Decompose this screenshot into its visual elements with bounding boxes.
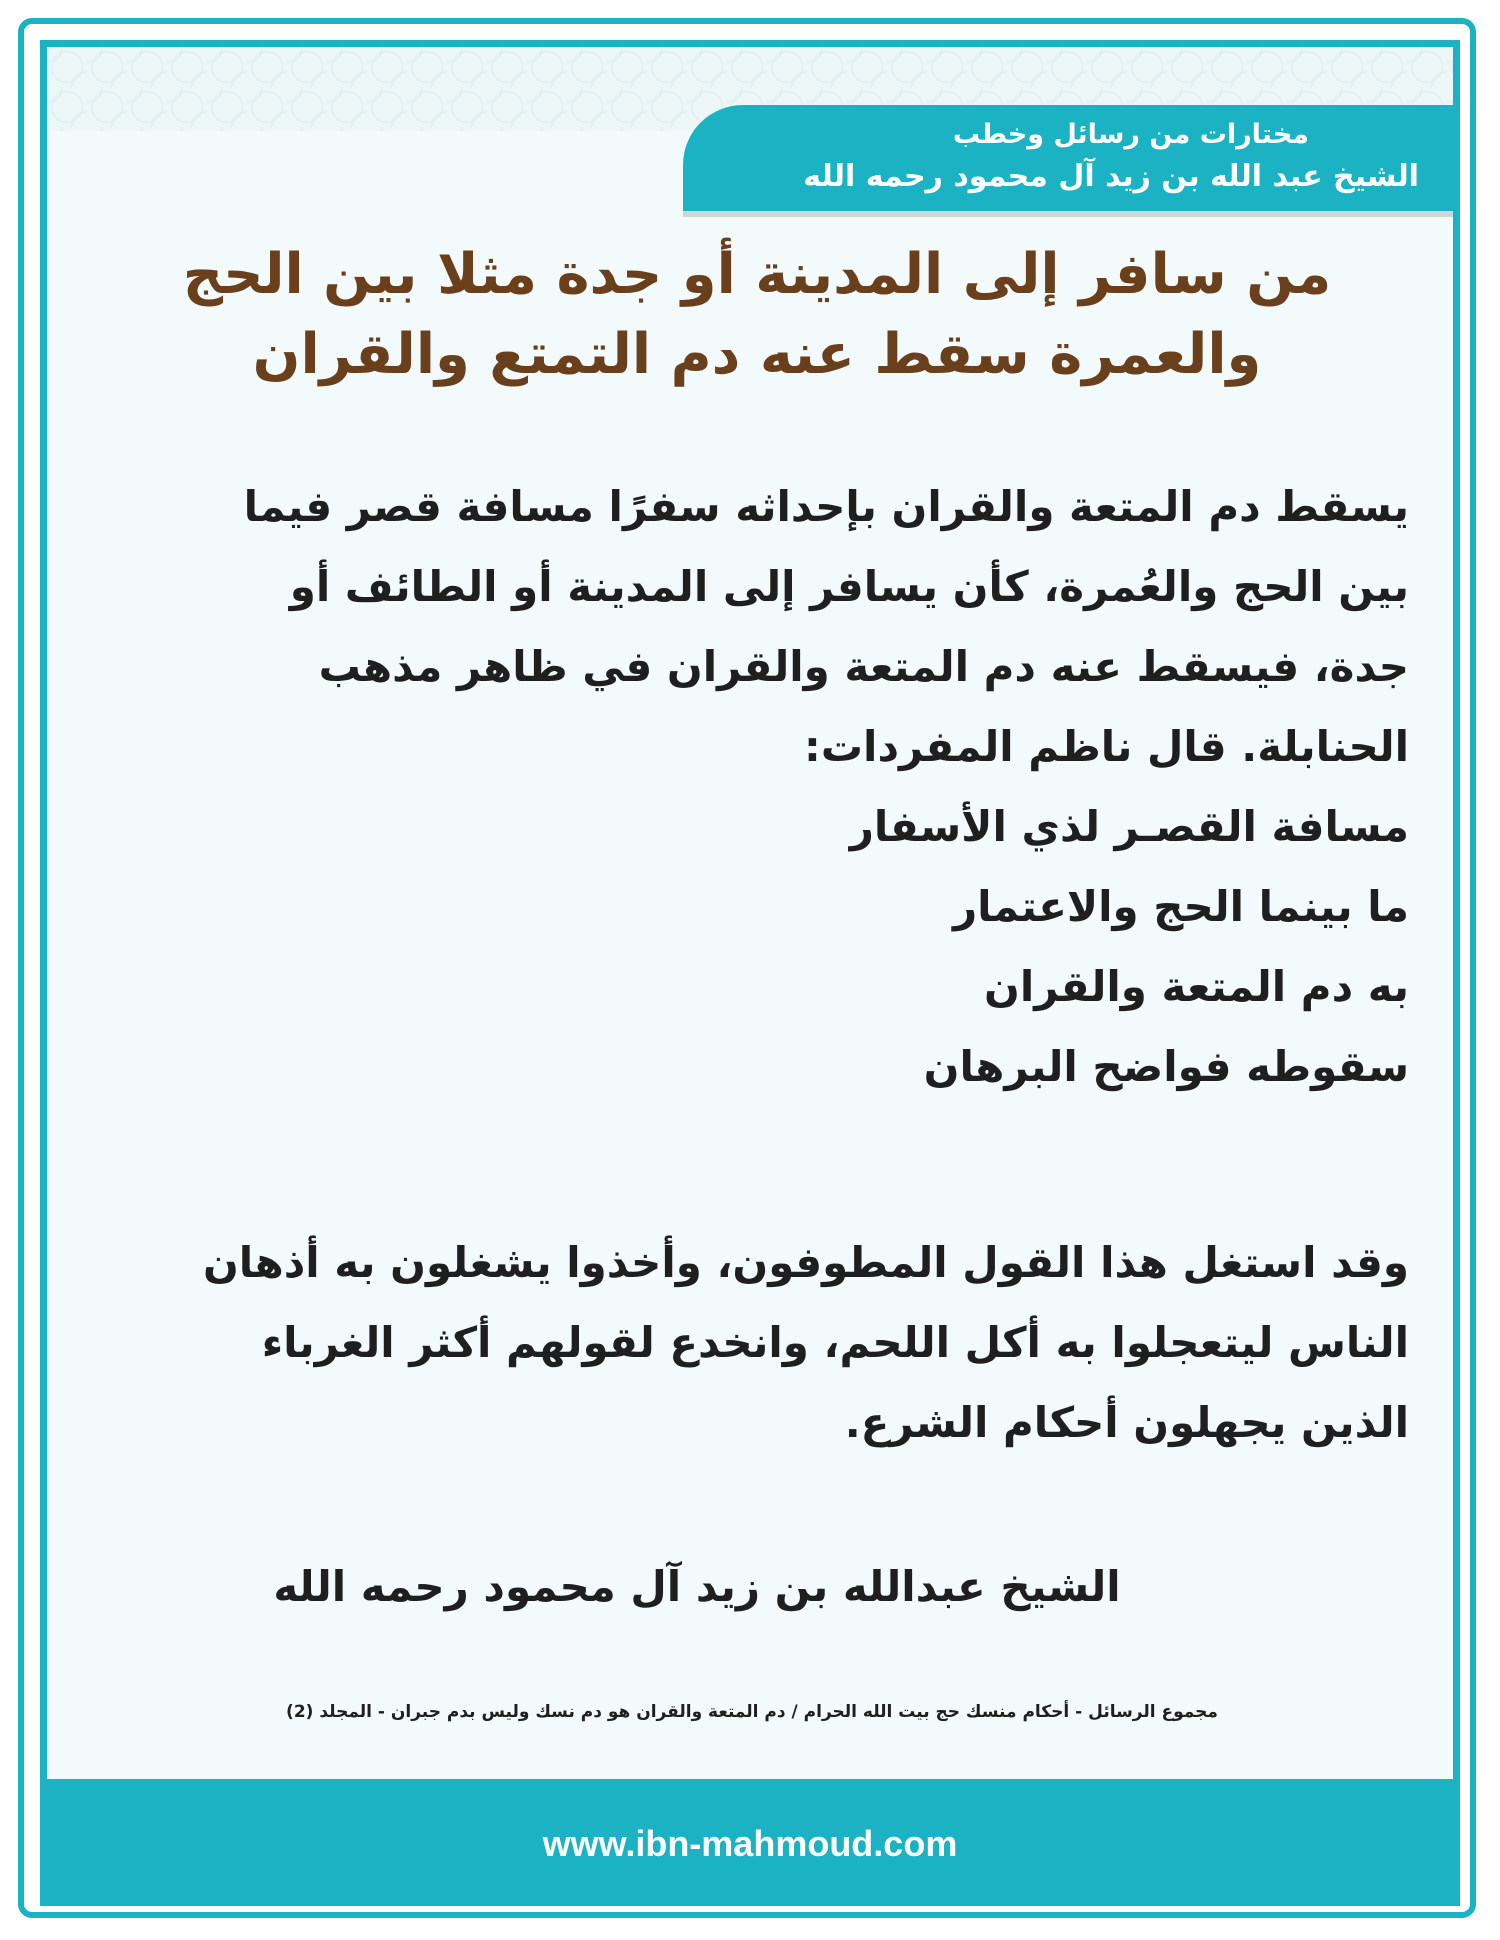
body-line: وقد استغل هذا القول المطوفون، وأخذوا يشغلون به أذهان <box>202 1238 1409 1287</box>
body-line: الذين يجهلون أحكام الشرع. <box>844 1398 1409 1447</box>
poem-line: مسافة القصـر لذي الأسفار <box>849 802 1409 851</box>
article-body <box>189 467 1409 1463</box>
body-line: جدة، فيسقط عنه دم المتعة والقران في ظاهر مذهب <box>318 642 1409 691</box>
body-line: يسقط دم المتعة والقران بإحداثه سفرًا مسافة قصر فيما <box>243 482 1409 531</box>
body-line: الناس ليتعجلوا به أكل اللحم، وانخدع لقولهم أكثر الغرباء <box>261 1318 1409 1367</box>
title-line: من سافر إلى المدينة أو جدة مثلا بين الحج <box>182 242 1332 307</box>
footer-band <box>47 1779 1453 1899</box>
title-line: والعمرة سقط عنه دم التمتع والقران <box>252 322 1262 387</box>
poem-line: به دم المتعة والقران <box>984 962 1409 1011</box>
body-line: الحنابلة. قال ناظم المفردات: <box>804 722 1409 771</box>
article-title <box>107 235 1407 395</box>
series-author: الشيخ عبد الله بن زيد آل محمود رحمه الله <box>803 159 1419 194</box>
body-line: بين الحج والعُمرة، كأن يسافر إلى المدينة أو الطائف أو <box>289 562 1409 611</box>
poem-line: سقوطه فواضح البرهان <box>923 1042 1409 1091</box>
page-card <box>40 40 1460 1906</box>
paragraph-spacer <box>189 1107 1409 1223</box>
signature: الشيخ عبدالله بن زيد آل محمود رحمه الله <box>273 1562 1121 1611</box>
series-title: مختارات من رسائل وخطب <box>952 119 1309 150</box>
website-link[interactable]: www.ibn-mahmoud.com <box>542 1823 958 1864</box>
source-citation: مجموع الرسائل - أحكام منسك حج بيت الله الحرام / دم المتعة والقران هو دم نسك وليس بدم جبران - المجلد (2) <box>286 1702 1218 1722</box>
series-header <box>683 105 1453 211</box>
poem-line: ما بينما الحج والاعتمار <box>952 882 1409 931</box>
